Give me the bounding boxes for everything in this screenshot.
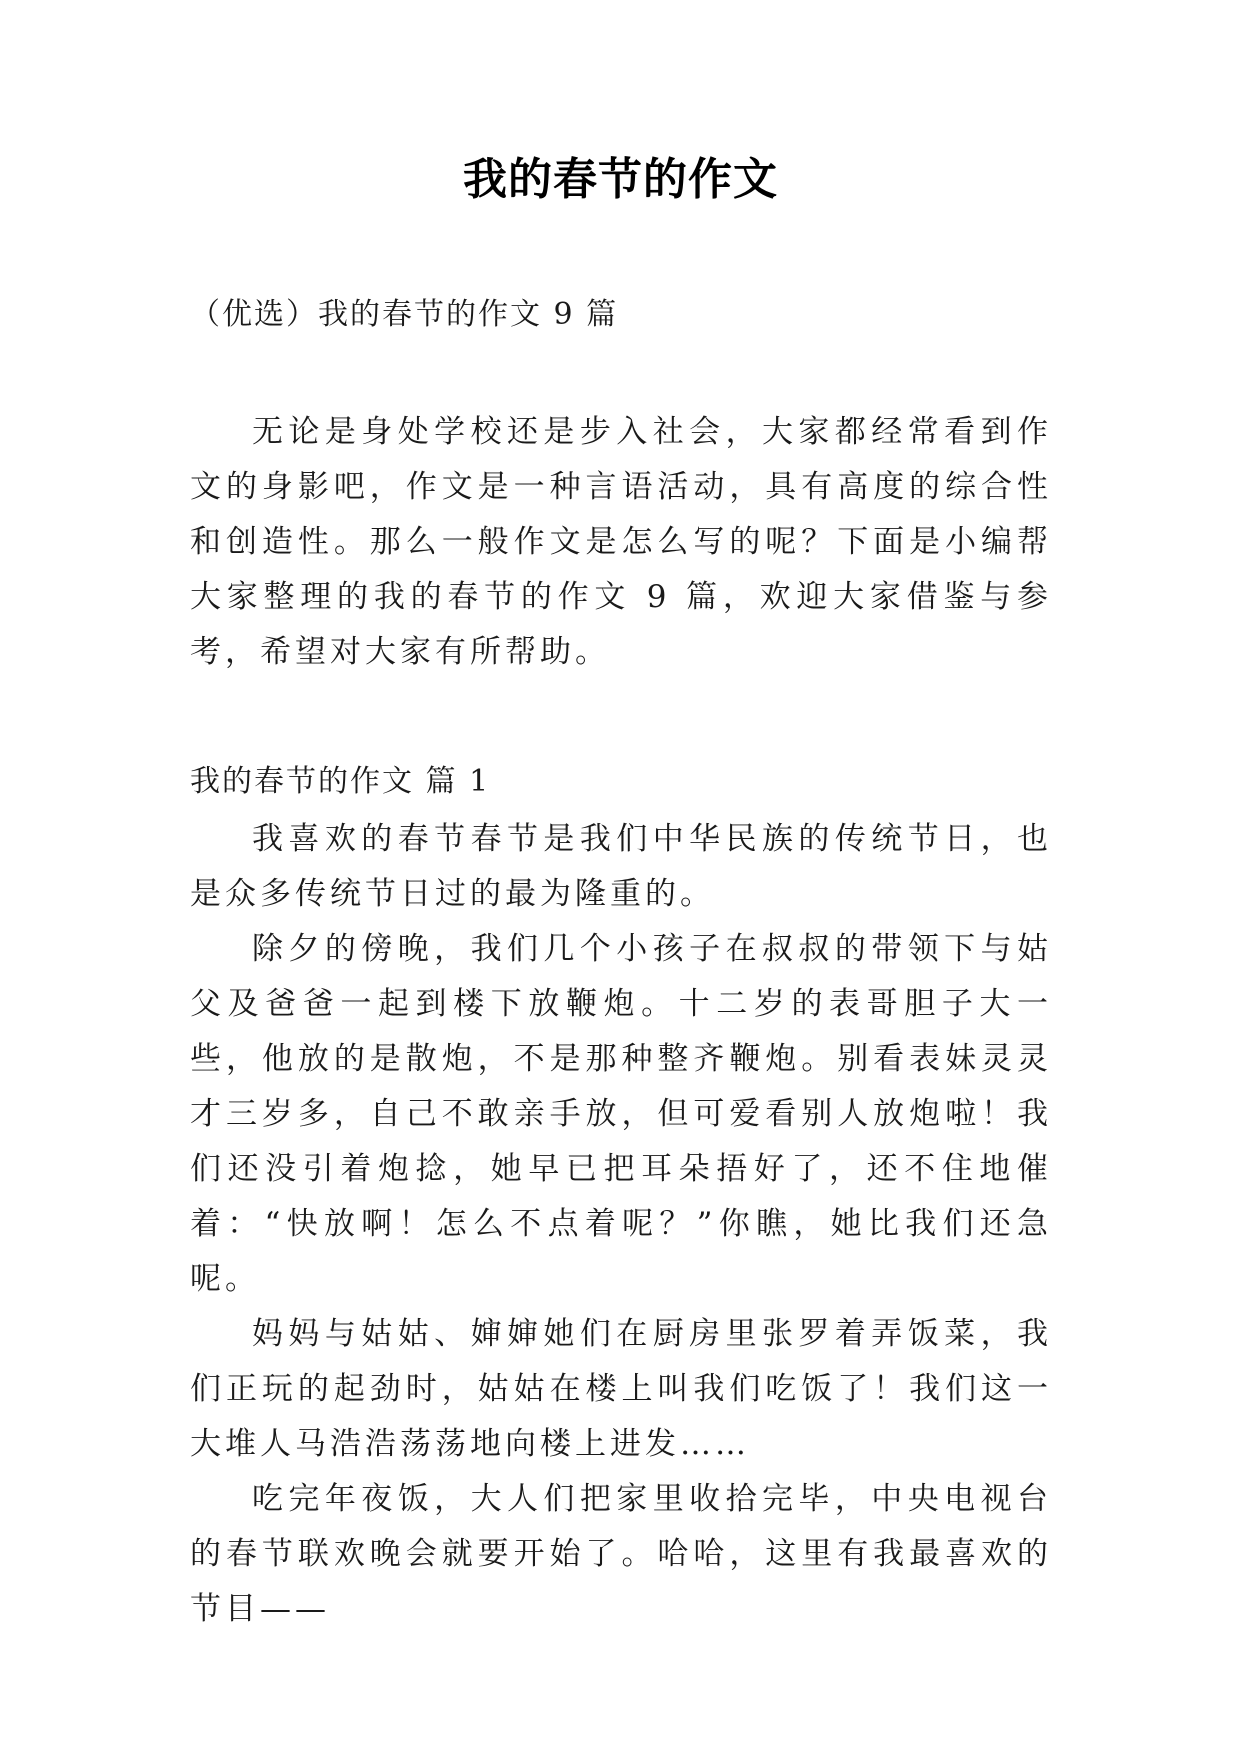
essay-paragraph-4: 吃完年夜饭，大人们把家里收拾完毕，中央电视台的春节联欢晚会就要开始了。哈哈，这里有我最喜欢的节目—— xyxy=(190,1481,1052,1627)
document-subtitle: （优选）我的春节的作文 9 篇 xyxy=(190,297,619,332)
essay-paragraph-1: 我喜欢的春节春节是我们中华民族的传统节日，也是众多传统节日过的最为隆重的。 xyxy=(190,821,1052,912)
intro-block xyxy=(190,405,1052,680)
essay-paragraph-2: 除夕的傍晚，我们几个小孩子在叔叔的带领下与姑父及爸爸一起到楼下放鞭炮。十二岁的表哥胆子大一些，他放的是散炮，不是那种整齐鞭炮。别看表妹灵灵才三岁多，自己不敢亲手放，但可爱看别人放炮啦！我们还没引着炮捻，她早已把耳朵捂好了，还不住地催着：“快放啊！怎么不点着呢？”你瞧，她比我们还急呢。 xyxy=(190,931,1052,1297)
intro-paragraph: 无论是身处学校还是步入社会，大家都经常看到作文的身影吧，作文是一种言语活动，具有高度的综合性和创造性。那么一般作文是怎么写的呢？下面是小编帮大家整理的我的春节的作文 9 篇，欢迎大家借鉴与参考，希望对大家有所帮助。 xyxy=(190,414,1052,670)
essay-body xyxy=(190,812,1052,1637)
section-heading: 我的春节的作文 篇 1 xyxy=(190,764,491,799)
essay-paragraph-3: 妈妈与姑姑、婶婶她们在厨房里张罗着弄饭菜，我们正玩的起劲时，姑姑在楼上叫我们吃饭了！我们这一大堆人马浩浩荡荡地向楼上进发…… xyxy=(190,1316,1052,1462)
document-title: 我的春节的作文 xyxy=(463,154,778,205)
